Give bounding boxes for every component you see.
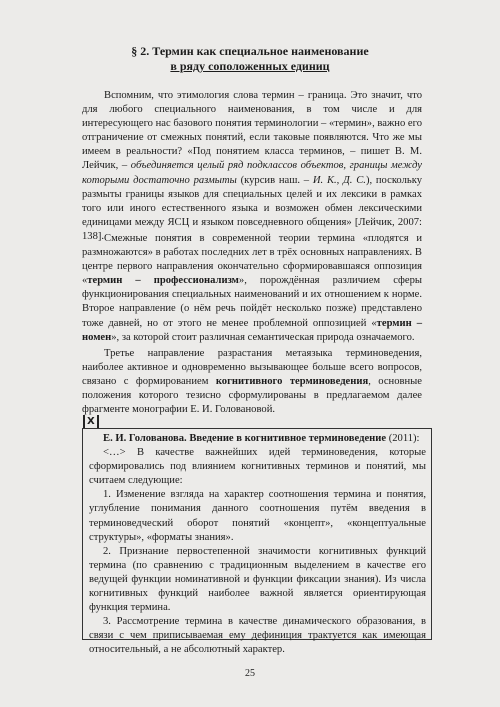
- paragraph-2-bold-term1: термин – профессионализм: [87, 275, 239, 287]
- section-title-line1: § 2. Термин как специальное наименование: [131, 44, 369, 58]
- paragraph-3-text-c: , основные положения которого тезисно сформулированы в предлагаемом далее фрагменте монографии Е. И. Головановой.: [82, 376, 422, 416]
- section-title-line2: в ряду соположенных единиц: [170, 59, 330, 73]
- paragraph-3: [82, 347, 422, 417]
- quote-item-2: 2. Признание первостепенной значимости когнитивных функций термина (по сравнению с традиционным выделением в качестве его ведущей функции номинативной и функции фиксации знания). Из числа когнитивных функций наиболее важной является ориентирующая функция термина.: [89, 545, 426, 614]
- paragraph-1-italic-initials: И. К., Д. С.: [312, 174, 366, 186]
- paragraph-1-text-c: (курсив наш. –: [236, 174, 313, 186]
- reading-fragment-icon: [83, 415, 99, 428]
- paragraph-2-text-e: », за которой стоит различная семантическая природа означаемого.: [111, 331, 415, 343]
- quote-author: Е. И. Голованова: [103, 433, 185, 444]
- quote-work-title: . Введение в когнитивное терминоведение: [184, 433, 387, 444]
- paragraph-2-bold-term2: термин – номен: [82, 317, 422, 343]
- paragraph-2-text-c: », порождённая различием сферы функционирования специальных наименований и их отношением к норме. Второе направление (о нём речь пойдёт несколько позже) представлено тоже давней, но от этого не менее проблемной оппозицией «: [82, 275, 423, 329]
- paragraph-3-text-a: Третье направление разрастания метаязыка терминоведения, наиболее активное и одновременно вызывающее больше всего вопросов, связано с формированием: [82, 348, 422, 388]
- paragraph-2-text-a: Смежные понятия в современной теории термина «плодятся и размножаются» в работах последних лет в трёх основных направлениях. В центре первого направления окончательно сформировавшаяся оппозиция «: [82, 233, 422, 287]
- paragraph-2: [82, 232, 422, 345]
- paragraph-1-italic-quote: объединяется целый ряд подклассов объектов, границы между которыми достаточно размыты: [82, 160, 422, 186]
- section-heading: [0, 44, 500, 74]
- quote-item-1: 1. Изменение взгляда на характер соотношения термина и понятия, углубление понимания данного соотношения путём введения в терминоведческий оборот понятий «концепт», «концептуальные структуры», «форматы знания».: [89, 489, 426, 543]
- reading-fragment-icon-label: Х: [87, 416, 95, 427]
- paragraph-1: [82, 89, 422, 244]
- paragraph-3-bold-term: когнитивного терминоведения: [215, 376, 369, 388]
- quote-year: (2011):: [386, 433, 420, 444]
- quote-box: [82, 428, 432, 656]
- quote-item-3: 3. Рассмотрение термина в качестве динамического образования, в связи с чем приписываемая ему дефиниция трактуется как имеющая относительный, а не абсолютный характер.: [89, 616, 426, 656]
- paragraph-1-text-a: Вспомним, что этимология слова термин – граница. Это значит, что для любого специального наименования, в том числе и для интересующего нас базового понятия терминологии – «термин», важно его отграничение от смежных понятий, если таковые появляются. Что же мы имеем в реальности? «Под понятием класса терминов, – пишет В. М. Лейчик, –: [82, 90, 422, 172]
- page-number: 25: [245, 668, 255, 679]
- quote-heading: [89, 432, 426, 446]
- quote-intro: <…> В качестве важнейших идей терминоведения, которые сформировались под влиянием когнитивных терминов и понятий, мы считаем следующие:: [89, 447, 426, 487]
- paragraph-1-text-e: ), поскольку размыты границы языков для специальных целей и их лексики в рамках того или иного естественного языка и возможен обмен лексическими единицами между ЯСЦ и языком повседневного общения» [Лейчик, 2007: 138].: [82, 174, 422, 242]
